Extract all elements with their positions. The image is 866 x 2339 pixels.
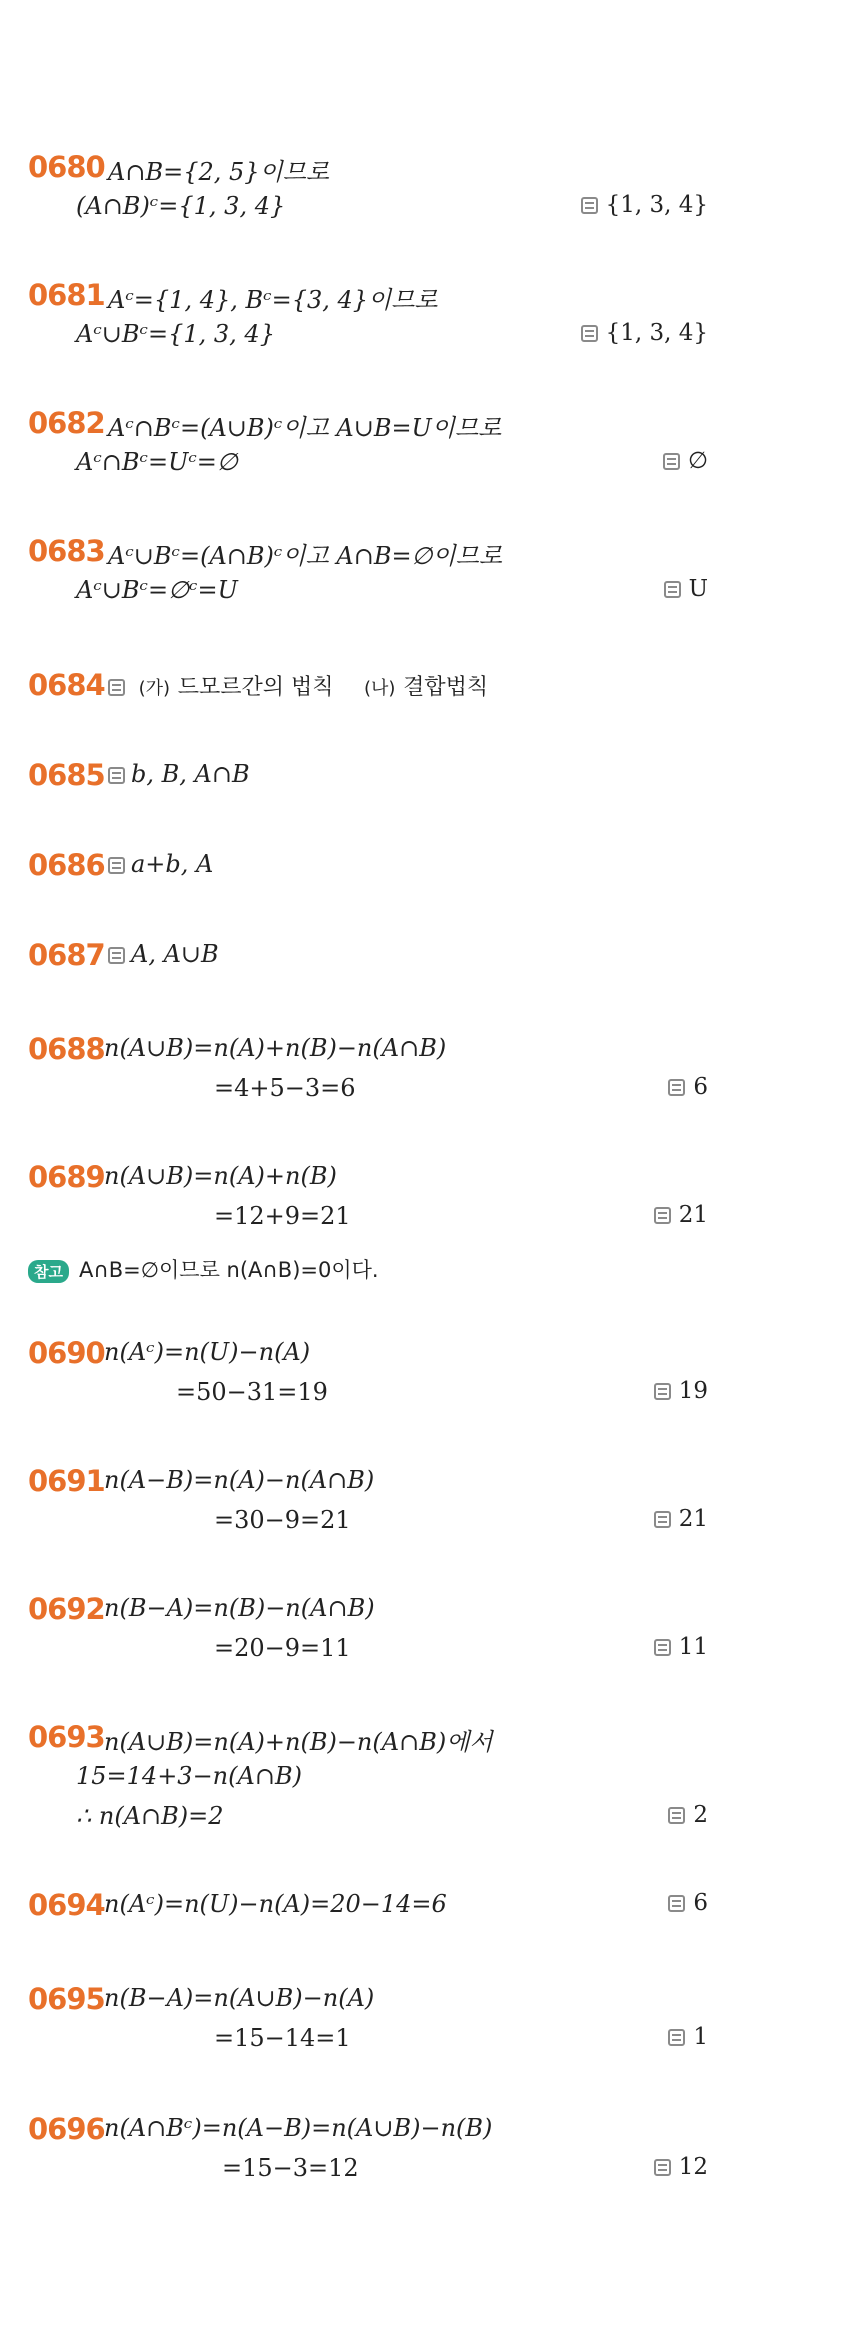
answer-value: ∅ <box>687 448 708 474</box>
solution-line-1: n(Aᶜ)=n(U)−n(A) <box>104 1338 311 1366</box>
problem-0696 <box>28 2112 708 2202</box>
solution-line-2: 15=14+3−n(A∩B) <box>76 1762 302 1790</box>
problem-number: 0683 <box>28 534 105 568</box>
solution-line-1: Aᶜ∩Bᶜ=(A∪B)ᶜ이고 A∪B=U이므로 <box>108 414 502 442</box>
answer-value: 21 <box>678 1506 708 1532</box>
problem-number: 0682 <box>28 406 105 440</box>
solution-line-2: Aᶜ∩Bᶜ=Uᶜ=∅ <box>76 448 238 476</box>
answer <box>654 1202 708 1228</box>
answer-box-icon <box>668 1895 685 1912</box>
solution-line-2: =15−3=12 <box>222 2154 359 2182</box>
solution-line-2: =20−9=11 <box>214 1634 351 1662</box>
answer-value: 19 <box>678 1378 708 1404</box>
solution-line-3: ∴ n(A∩B)=2 <box>76 1802 224 1830</box>
answer <box>668 1890 708 1916</box>
answer <box>654 1634 708 1660</box>
solution-line-2: Aᶜ∪Bᶜ=∅ᶜ=U <box>76 576 238 604</box>
answer-value: 6 <box>693 1890 708 1916</box>
answer-box-icon <box>668 2029 685 2046</box>
answer-value: U <box>688 576 708 602</box>
answer-value: 11 <box>678 1634 708 1660</box>
blank-answer-b: 결합법칙 <box>403 675 489 700</box>
problem-number: 0686 <box>28 848 105 882</box>
note <box>28 1254 379 1284</box>
answer-value: 12 <box>678 2154 708 2180</box>
answer-box-icon <box>654 1511 671 1528</box>
problem-0684 <box>28 668 708 708</box>
problem-number: 0692 <box>28 1592 105 1626</box>
problem-number: 0696 <box>28 2112 105 2146</box>
solution-line-1: Aᶜ∪Bᶜ=(A∩B)ᶜ이고 A∩B=∅이므로 <box>108 542 503 570</box>
answer <box>663 448 708 474</box>
problem-0681 <box>28 278 708 368</box>
answer-box-icon <box>581 325 598 342</box>
answer-box-icon <box>668 1079 685 1096</box>
problem-0682 <box>28 406 708 496</box>
answer <box>581 192 708 218</box>
solution-line-1: n(A∩Bᶜ)=n(A−B)=n(A∪B)−n(B) <box>104 2114 493 2142</box>
answer-box-icon <box>581 197 598 214</box>
solution-line-1 <box>108 760 250 788</box>
solution-line-2: =30−9=21 <box>214 1506 351 1534</box>
note-text: A∩B=∅이므로 n(A∩B)=0이다. <box>78 1258 379 1282</box>
answer-box-icon <box>108 857 125 874</box>
solution-line-2: Aᶜ∪Bᶜ={1, 3, 4} <box>76 320 275 348</box>
answer <box>581 320 708 346</box>
answer-box-icon <box>664 581 681 598</box>
solution-line-2: =50−31=19 <box>176 1378 328 1406</box>
problem-number: 0680 <box>28 150 105 184</box>
problem-number: 0695 <box>28 1982 105 2016</box>
answer-value: 1 <box>693 2024 708 2050</box>
solution-line-1: n(B−A)=n(B)−n(A∩B) <box>104 1594 375 1622</box>
answer-value: a+b, A <box>131 850 214 878</box>
problem-number: 0694 <box>28 1888 105 1922</box>
solution-line-2: =12+9=21 <box>214 1202 351 1230</box>
answer-value: 21 <box>678 1202 708 1228</box>
problem-number: 0685 <box>28 758 105 792</box>
problem-number: 0693 <box>28 1720 105 1754</box>
solution-line-1 <box>108 850 213 878</box>
problem-number: 0684 <box>28 668 105 702</box>
solution-line-2: =4+5−3=6 <box>214 1074 356 1102</box>
solution-line-1: A∩B={2, 5}이므로 <box>108 158 330 186</box>
problem-0680 <box>28 150 708 240</box>
problem-0690 <box>28 1336 708 1426</box>
solution-line-1 <box>108 670 488 701</box>
blank-label-b: (나) <box>364 678 396 699</box>
solution-line-1: Aᶜ={1, 4}, Bᶜ={3, 4}이므로 <box>108 286 438 314</box>
problem-0695 <box>28 1982 708 2072</box>
answer-box-icon <box>108 947 125 964</box>
answer <box>654 1378 708 1404</box>
answer-box-icon <box>654 1639 671 1656</box>
note-badge: 참고 <box>28 1260 69 1283</box>
problem-number: 0690 <box>28 1336 105 1370</box>
answer-value: b, B, A∩B <box>131 760 250 788</box>
answer <box>654 2154 708 2180</box>
blank-answer-a: 드모르간의 법칙 <box>177 675 334 700</box>
answer <box>654 1506 708 1532</box>
answer-value: {1, 3, 4} <box>605 320 708 346</box>
problem-number: 0681 <box>28 278 105 312</box>
answer-box-icon <box>108 767 125 784</box>
problem-number: 0687 <box>28 938 105 972</box>
problem-0683 <box>28 534 708 624</box>
solution-line-1: n(A∪B)=n(A)+n(B)−n(A∩B) <box>104 1034 447 1062</box>
answer <box>668 1802 708 1828</box>
answer-box-icon <box>668 1807 685 1824</box>
solution-line-1: n(A∪B)=n(A)+n(B) <box>104 1162 337 1190</box>
problem-0687 <box>28 938 708 978</box>
solution-line-1: n(Aᶜ)=n(U)−n(A)=20−14=6 <box>104 1890 447 1918</box>
answer-box-icon <box>654 1383 671 1400</box>
solution-line-1 <box>108 940 219 968</box>
problem-0688 <box>28 1032 708 1122</box>
answer-box-icon <box>654 1207 671 1224</box>
answer <box>664 576 708 602</box>
answer-value: 2 <box>693 1802 708 1828</box>
problem-0691 <box>28 1464 708 1554</box>
solution-line-1: n(A∪B)=n(A)+n(B)−n(A∩B)에서 <box>104 1728 493 1756</box>
answer-value: A, A∪B <box>131 940 219 968</box>
problem-0694 <box>28 1888 708 1928</box>
problem-0693 <box>28 1720 708 1850</box>
answer-box-icon <box>663 453 680 470</box>
answer-value: {1, 3, 4} <box>605 192 708 218</box>
problem-number: 0688 <box>28 1032 105 1066</box>
answer-box-icon <box>108 679 125 696</box>
problem-0686 <box>28 848 708 888</box>
answer <box>668 2024 708 2050</box>
problem-0685 <box>28 758 708 798</box>
solution-line-2: =15−14=1 <box>214 2024 351 2052</box>
blank-label-a: (가) <box>138 678 171 699</box>
answer-value: 6 <box>693 1074 708 1100</box>
answer-box-icon <box>654 2159 671 2176</box>
problem-0692 <box>28 1592 708 1682</box>
solution-line-2: (A∩B)ᶜ={1, 3, 4} <box>76 192 286 220</box>
solution-line-1: n(A−B)=n(A)−n(A∩B) <box>104 1466 375 1494</box>
problem-number: 0689 <box>28 1160 105 1194</box>
problem-number: 0691 <box>28 1464 105 1498</box>
answer <box>668 1074 708 1100</box>
solution-line-1: n(B−A)=n(A∪B)−n(A) <box>104 1984 375 2012</box>
problem-0689 <box>28 1160 708 1250</box>
